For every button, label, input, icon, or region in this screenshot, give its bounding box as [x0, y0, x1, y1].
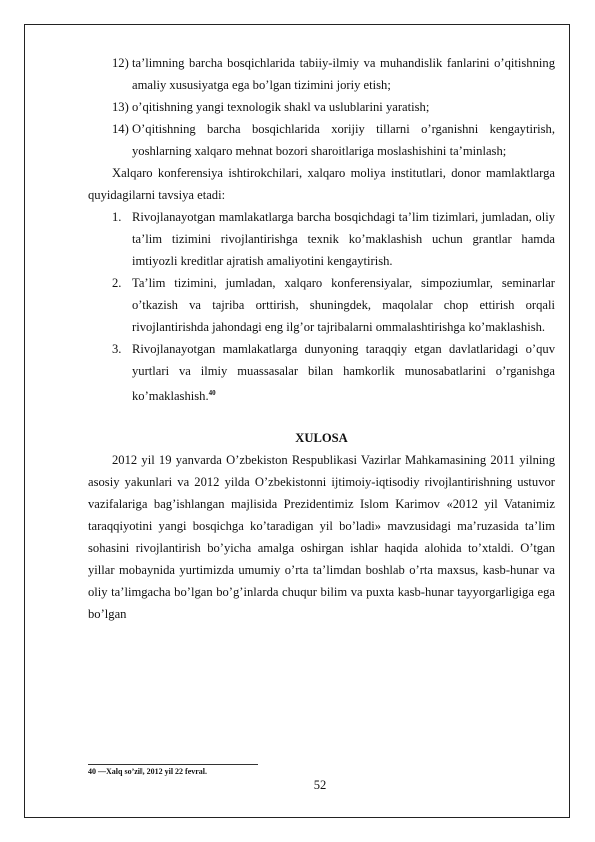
list-text-wrap	[132, 338, 555, 407]
recommendation-3	[88, 338, 555, 407]
list-number: 2.	[112, 276, 122, 290]
list-item-13	[88, 96, 555, 118]
footnote: 40 ―Xalq so’zi‖, 2012 yil 22 fevral.	[88, 767, 208, 776]
list-text: Rivojlanayotgan mamlakatlarga barcha bosqichdagi ta’lim tizimlari, jumladan, oliy ta’lim tizimini rivojlantirishga texnik ko’maklashish uchun grantlar hamda imtiyozli kreditlar ajratish amaliyotini kengaytirish.	[132, 210, 555, 268]
intro-paragraph: Xalqaro konferensiya ishtirokchilari, xalqaro moliya institutlari, donor mamlaktlarga quyidagilarni tavsiya etadi:	[88, 166, 555, 202]
list-text: Ta’lim tizimini, jumladan, xalqaro konferensiyalar, simpoziumlar, seminarlar o’tkazish va tajriba orttirish, shuningdek, maqolalar chop ettirish orqali rivojlantirishda jahondagi eng ilg’or tajribalarni ommalashtirishga ko’maklashish.	[132, 276, 555, 334]
list-number: 12)	[112, 56, 129, 70]
list-text: ta’limning barcha bosqichlarida tabiiy-ilmiy va muhandislik fanlarini o’qitishning amaliy xususiyatga ega bo’lgan tizimini joriy etish;	[132, 56, 555, 92]
list-text: o’qitishning yangi texnologik shakl va uslublarini yaratish;	[132, 100, 430, 114]
page-body	[88, 52, 555, 625]
page-number: 52	[313, 778, 327, 792]
list-item-14	[88, 118, 555, 162]
list-item-12	[88, 52, 555, 96]
list-number: 13)	[112, 100, 129, 114]
list-number: 14)	[112, 122, 129, 136]
list-number: 3.	[112, 342, 122, 356]
list-text: O’qitishning barcha bosqichlarida xorijiy tillarni o’rganishni kengaytirish, yoshlarning xalqaro mehnat bozori sharoitlariga moslashishini ta’minlash;	[132, 122, 555, 158]
list-number: 1.	[112, 210, 122, 224]
footnote-reference[interactable]: 40	[208, 389, 216, 397]
footnote-divider	[88, 764, 258, 765]
conclusion-paragraph: 2012 yil 19 yanvarda O’zbekiston Respublikasi Vazirlar Mahkamasining 2011 yilning asosiy yakunlari va 2012 yilda O’zbekistonni ijtimoiy-iqtisodiy rivojlantirishning ustuvor vazifalariga bag’ishlangan majlisida Prezidentimiz Islom Karimov «2012 yil Vatanimiz taraqqiyotini yangi bosqichga ko’taradigan yil bo’ladi» mavzusidagi ma’ruzasida ta’lim sohasini rivojlantirish bo’yicha amalga oshirgan ishlar haqida alohida to’xtaldi. O’tgan yillar mobaynida yurtimizda umumiy o’rta ta’limdan boshlab o’rta maxsus, kasb-hunar va oliy ta’limgacha bo’lgan bo’g’inlarda chuqur bilim va puxta kasb-hunar tayyorgarligiga ega bo’lgan	[88, 453, 555, 622]
recommendation-2	[88, 272, 555, 338]
list-text: Rivojlanayotgan mamlakatlarga dunyoning taraqqiy etgan davlatlaridagi o’quv yurtlari va ilmiy muassasalar bilan hamkorlik munosabatlarini o’rganishga ko’maklashish.	[132, 342, 555, 404]
recommendation-1	[88, 206, 555, 272]
section-heading: XULOSA	[295, 431, 348, 446]
